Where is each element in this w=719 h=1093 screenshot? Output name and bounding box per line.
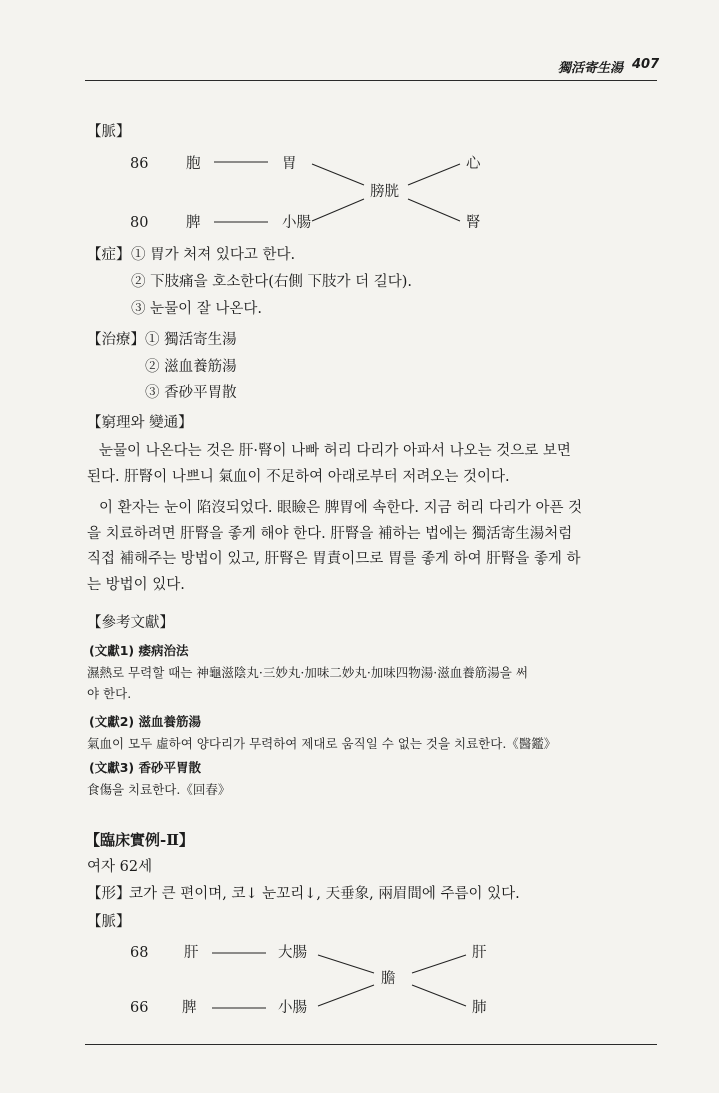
form-text: 코가 큰 편이며, 코↓ 눈꼬리↓, 天垂象, 兩眉間에 주름이 있다. [129,886,520,902]
references-label: 【參考文獻】 [87,615,174,631]
diagram1-top-mid: 胃 [282,156,297,172]
text-line: 濕熱로 무력할 때는 神龜滋陰丸·三妙丸·加味二妙丸·加味四物湯·滋血養筋湯을 써 [87,665,528,680]
text-line: 을 치료하려면 肝腎을 좋게 해야 한다. 肝腎을 補하는 법에는 獨活寄生湯처럼 [87,525,573,542]
treatment-1: ① 獨活寄生湯 [145,332,237,348]
diagram1-bottom-right: 腎 [466,215,481,231]
diagram1-top-value: 86 [130,156,149,172]
diagram1-center: 膀胱 [370,184,399,200]
symptom-1: ① 胃가 처져 있다고 한다. [131,247,296,263]
reasoning-label: 【窮理와 變通】 [87,415,193,431]
diagram1-top-right: 心 [466,156,481,172]
pulse-label-2: 【脈】 [87,914,131,930]
diagram2-top-mid: 大腸 [278,945,307,961]
text-line: 食傷을 치료한다.《回春》 [87,782,231,797]
text-line: 된다. 肝腎이 나쁘니 氣血이 不足하여 아래로부터 저려오는 것이다. [87,468,510,485]
case-2-heading: 【臨床實例-Ⅱ】 [85,831,194,849]
reference-2-title: (文獻2) 滋血養筋湯 [89,714,201,729]
form-label: 【形】 [87,886,131,902]
text-line: 직접 補해주는 방법이 있고, 肝腎은 胃責이므로 胃를 좋게 하여 肝腎을 좋게 하 [87,551,581,567]
diagram2-bottom-left: 脾 [182,1000,197,1016]
symptom-3: ③ 눈물이 잘 나온다. [131,301,262,317]
reference-1-title: (文獻1) 痿病治法 [89,643,189,658]
diagram1-bottom-value: 80 [130,215,149,231]
treatment-3: ③ 香砂平胃散 [145,385,237,401]
diagram1-bottom-left: 脾 [186,215,201,231]
treatment-label: 【治療】 [87,332,145,348]
text-line: 이 환자는 눈이 陷沒되었다. 眼瞼은 脾胃에 속한다. 지금 허리 다리가 아픈 것 [99,500,583,516]
text-line: 눈물이 나온다는 것은 肝·腎이 나빠 허리 다리가 아파서 나오는 것으로 보면 [99,443,571,459]
diagram2-bottom-value: 66 [130,1000,149,1016]
running-title: 獨活寄生湯 [558,61,624,76]
pulse-label: 【脈】 [87,124,131,140]
reference-3-title: (文獻3) 香砂平胃散 [89,760,201,775]
symptom-2: ② 下肢痛을 호소한다(右側 下肢가 더 길다). [131,274,413,290]
diagram2-center: 膽 [381,971,396,987]
treatment-2: ② 滋血養筋湯 [145,359,237,375]
diagram1-bottom-mid: 小腸 [282,215,311,231]
footer-rule [85,1044,657,1045]
diagram2-top-value: 68 [130,945,149,961]
text-line: 는 방법이 있다. [87,576,185,593]
diagram2-bottom-right: 肺 [472,1000,487,1016]
diagram2-top-right: 肝 [472,945,487,961]
text-line: 야 한다. [87,686,132,701]
patient-info: 여자 62세 [87,859,153,875]
text-line: 氣血이 모두 虛하여 양다리가 무력하여 제대로 움직일 수 없는 것을 치료한다.《醫鑑》 [87,736,557,751]
diagram1-top-left: 胞 [186,156,201,172]
page-number: 407 [632,57,660,72]
diagram2-bottom-mid: 小腸 [278,1000,307,1016]
symptoms-label: 【症】 [87,247,131,263]
diagram2-top-left: 肝 [184,945,199,961]
